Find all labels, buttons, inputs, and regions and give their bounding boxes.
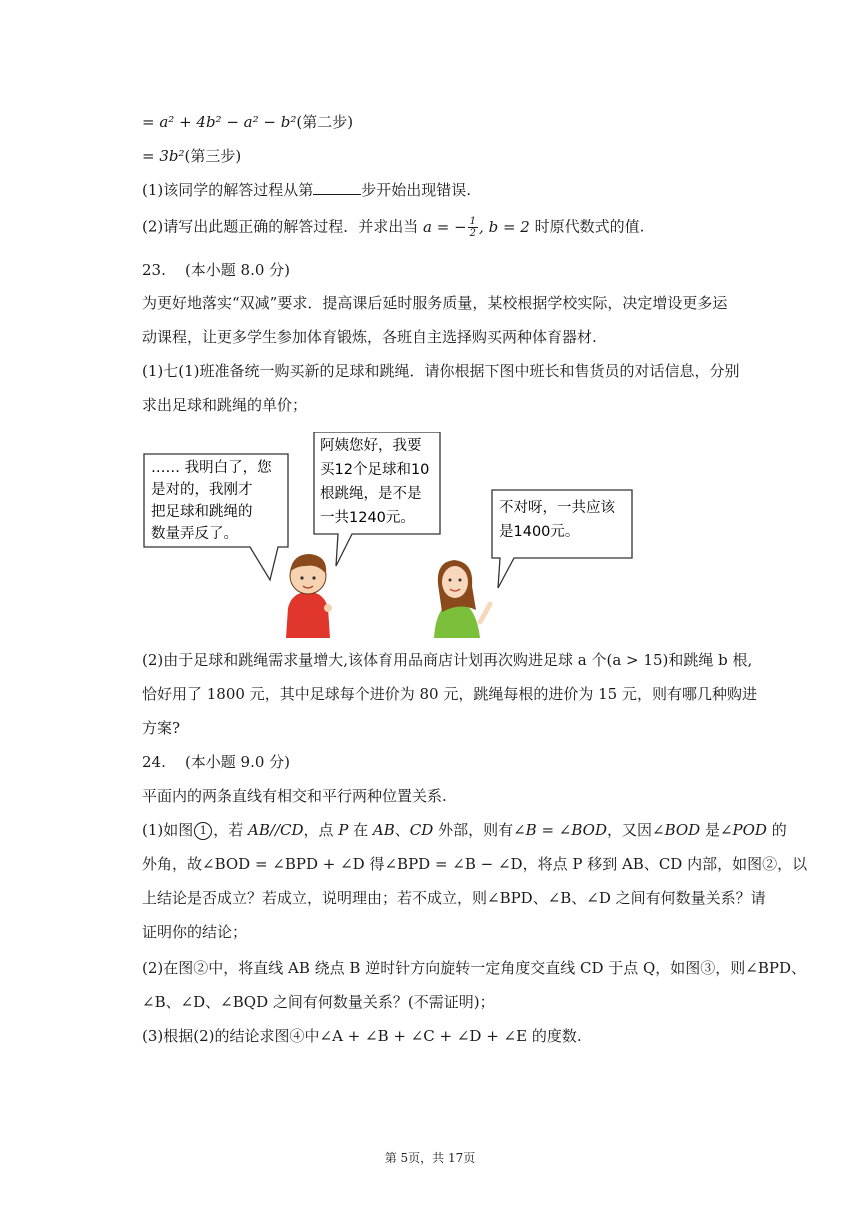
q22-part1-before: (1)该同学的解答过程从第 <box>142 181 314 199</box>
bubble-left-line-1: …… 我明白了，您 <box>151 460 272 476</box>
q22-part2 <box>142 216 644 239</box>
woman-figure <box>434 560 490 638</box>
q24-part1-line4: 证明你的结论； <box>142 923 248 941</box>
bubble-right-line-2: 是1400元。 <box>499 524 580 540</box>
figure-1-marker: 1 <box>194 822 212 840</box>
q24-number: 24. <box>142 753 166 771</box>
bubble-middle-line-4: 一共1240元。 <box>320 510 415 526</box>
bubble-left <box>144 454 288 580</box>
bubble-middle-line-2: 买12个足球和10 <box>320 462 430 478</box>
bubble-left-line-4: 数量弄反了。 <box>151 526 238 542</box>
step3-expression: 3b² <box>159 147 185 165</box>
q23-part1-line2: 求出足球和跳绳的单价； <box>142 396 308 414</box>
answer-blank[interactable] <box>313 180 361 195</box>
step2-label: (第二步) <box>296 113 354 131</box>
q22-part1-after: 步开始出现错误. <box>361 181 472 199</box>
q23-intro-2: 动课程，让更多学生参加体育锻炼，各班自主选择购买两种体育器材. <box>142 328 597 346</box>
q23-intro-1: 为更好地落实“双减”要求．提高课后延时服务质量，某校根据学校实际，决定增设更多运 <box>142 294 728 312</box>
step2-equals: = <box>142 113 160 131</box>
fraction-one-half: $\frac{1}{2}$ <box>469 216 477 239</box>
q24-intro: 平面内的两条直线有相交和平行两种位置关系. <box>142 787 447 805</box>
q24-part1-line3: 上结论是否成立？若成立，说明理由；若不成立，则∠BPD、∠B、∠D 之间有何数量关系？请 <box>142 889 766 907</box>
q23-part1-line1: (1)七(1)班准备统一购买新的足球和跳绳．请你根据下图中班长和售货员的对话信息，分别 <box>142 362 740 380</box>
q24-part1-line1: (1)如图 1 ，若 AB//CD，点 P 在 AB、CD 外部，则有∠B = ∠BOD，又因∠BOD 是∠POD 的 <box>142 821 787 839</box>
page-footer: 第 5页，共 17页 <box>384 1151 476 1165</box>
bubble-middle <box>314 432 440 566</box>
bubble-left-line-3: 把足球和跳绳的 <box>151 504 253 520</box>
step3-label: (第三步) <box>184 147 242 165</box>
boy-figure <box>286 554 332 638</box>
q22-part2-after: 时原代数式的值. <box>529 217 645 236</box>
q22-step3 <box>142 146 241 166</box>
bubble-middle-line-1: 阿姨您好，我要 <box>320 438 422 454</box>
q23-number: 23. <box>142 261 166 279</box>
q23-header <box>142 260 290 280</box>
q24-score: (本小题 9.0 分) <box>184 753 291 771</box>
bubble-left-line-2: 是对的，我刚才 <box>151 482 253 498</box>
q23-part2-line1: (2)由于足球和跳绳需求量增大,该体育用品商店计划再次购进足球 a 个(a > 15)和跳绳 b 根, <box>142 651 753 669</box>
q22-part1 <box>142 180 471 200</box>
q23-score: (本小题 8.0 分) <box>184 261 291 279</box>
q24-part2-line2: ∠B、∠D、∠BQD 之间有何数量关系？(不需证明)； <box>142 993 495 1011</box>
step2-expression: a² + 4b² − a² − b² <box>159 113 297 131</box>
q24-part2-line1: (2)在图②中，将直线 AB 绕点 B 逆时针方向旋转一定角度交直线 CD 于点 Q，如图③，则∠BPD、 <box>142 959 807 977</box>
q22-part2-before: (2)请写出此题正确的解答过程．并求出当 <box>142 217 424 236</box>
q24-header <box>142 752 290 772</box>
step3-equals: = <box>142 147 160 165</box>
q22-step2 <box>142 112 353 132</box>
q23-part2-line2: 恰好用了 1800 元，其中足球每个进价为 80 元，跳绳每根的进价为 15 元，则有哪几种购进 <box>142 685 757 703</box>
bubble-middle-line-3: 根跳绳，是不是 <box>320 486 422 502</box>
bubble-right-line-1: 不对呀，一共应该 <box>499 500 615 516</box>
dialogue-illustration <box>142 432 636 638</box>
q24-part3: (3)根据(2)的结论求图④中∠A + ∠B + ∠C + ∠D + ∠E 的度数. <box>142 1027 582 1045</box>
q24-part1-line2: 外角，故∠BOD = ∠BPD + ∠D 得∠BPD = ∠B − ∠D，将点 P 移到 AB、CD 内部，如图②，以 <box>142 855 808 873</box>
q22-values: a = − $\frac{1}{2}$ , b = 2 <box>423 216 530 239</box>
bubble-right <box>492 490 632 588</box>
q23-part2-line3: 方案? <box>142 719 181 737</box>
